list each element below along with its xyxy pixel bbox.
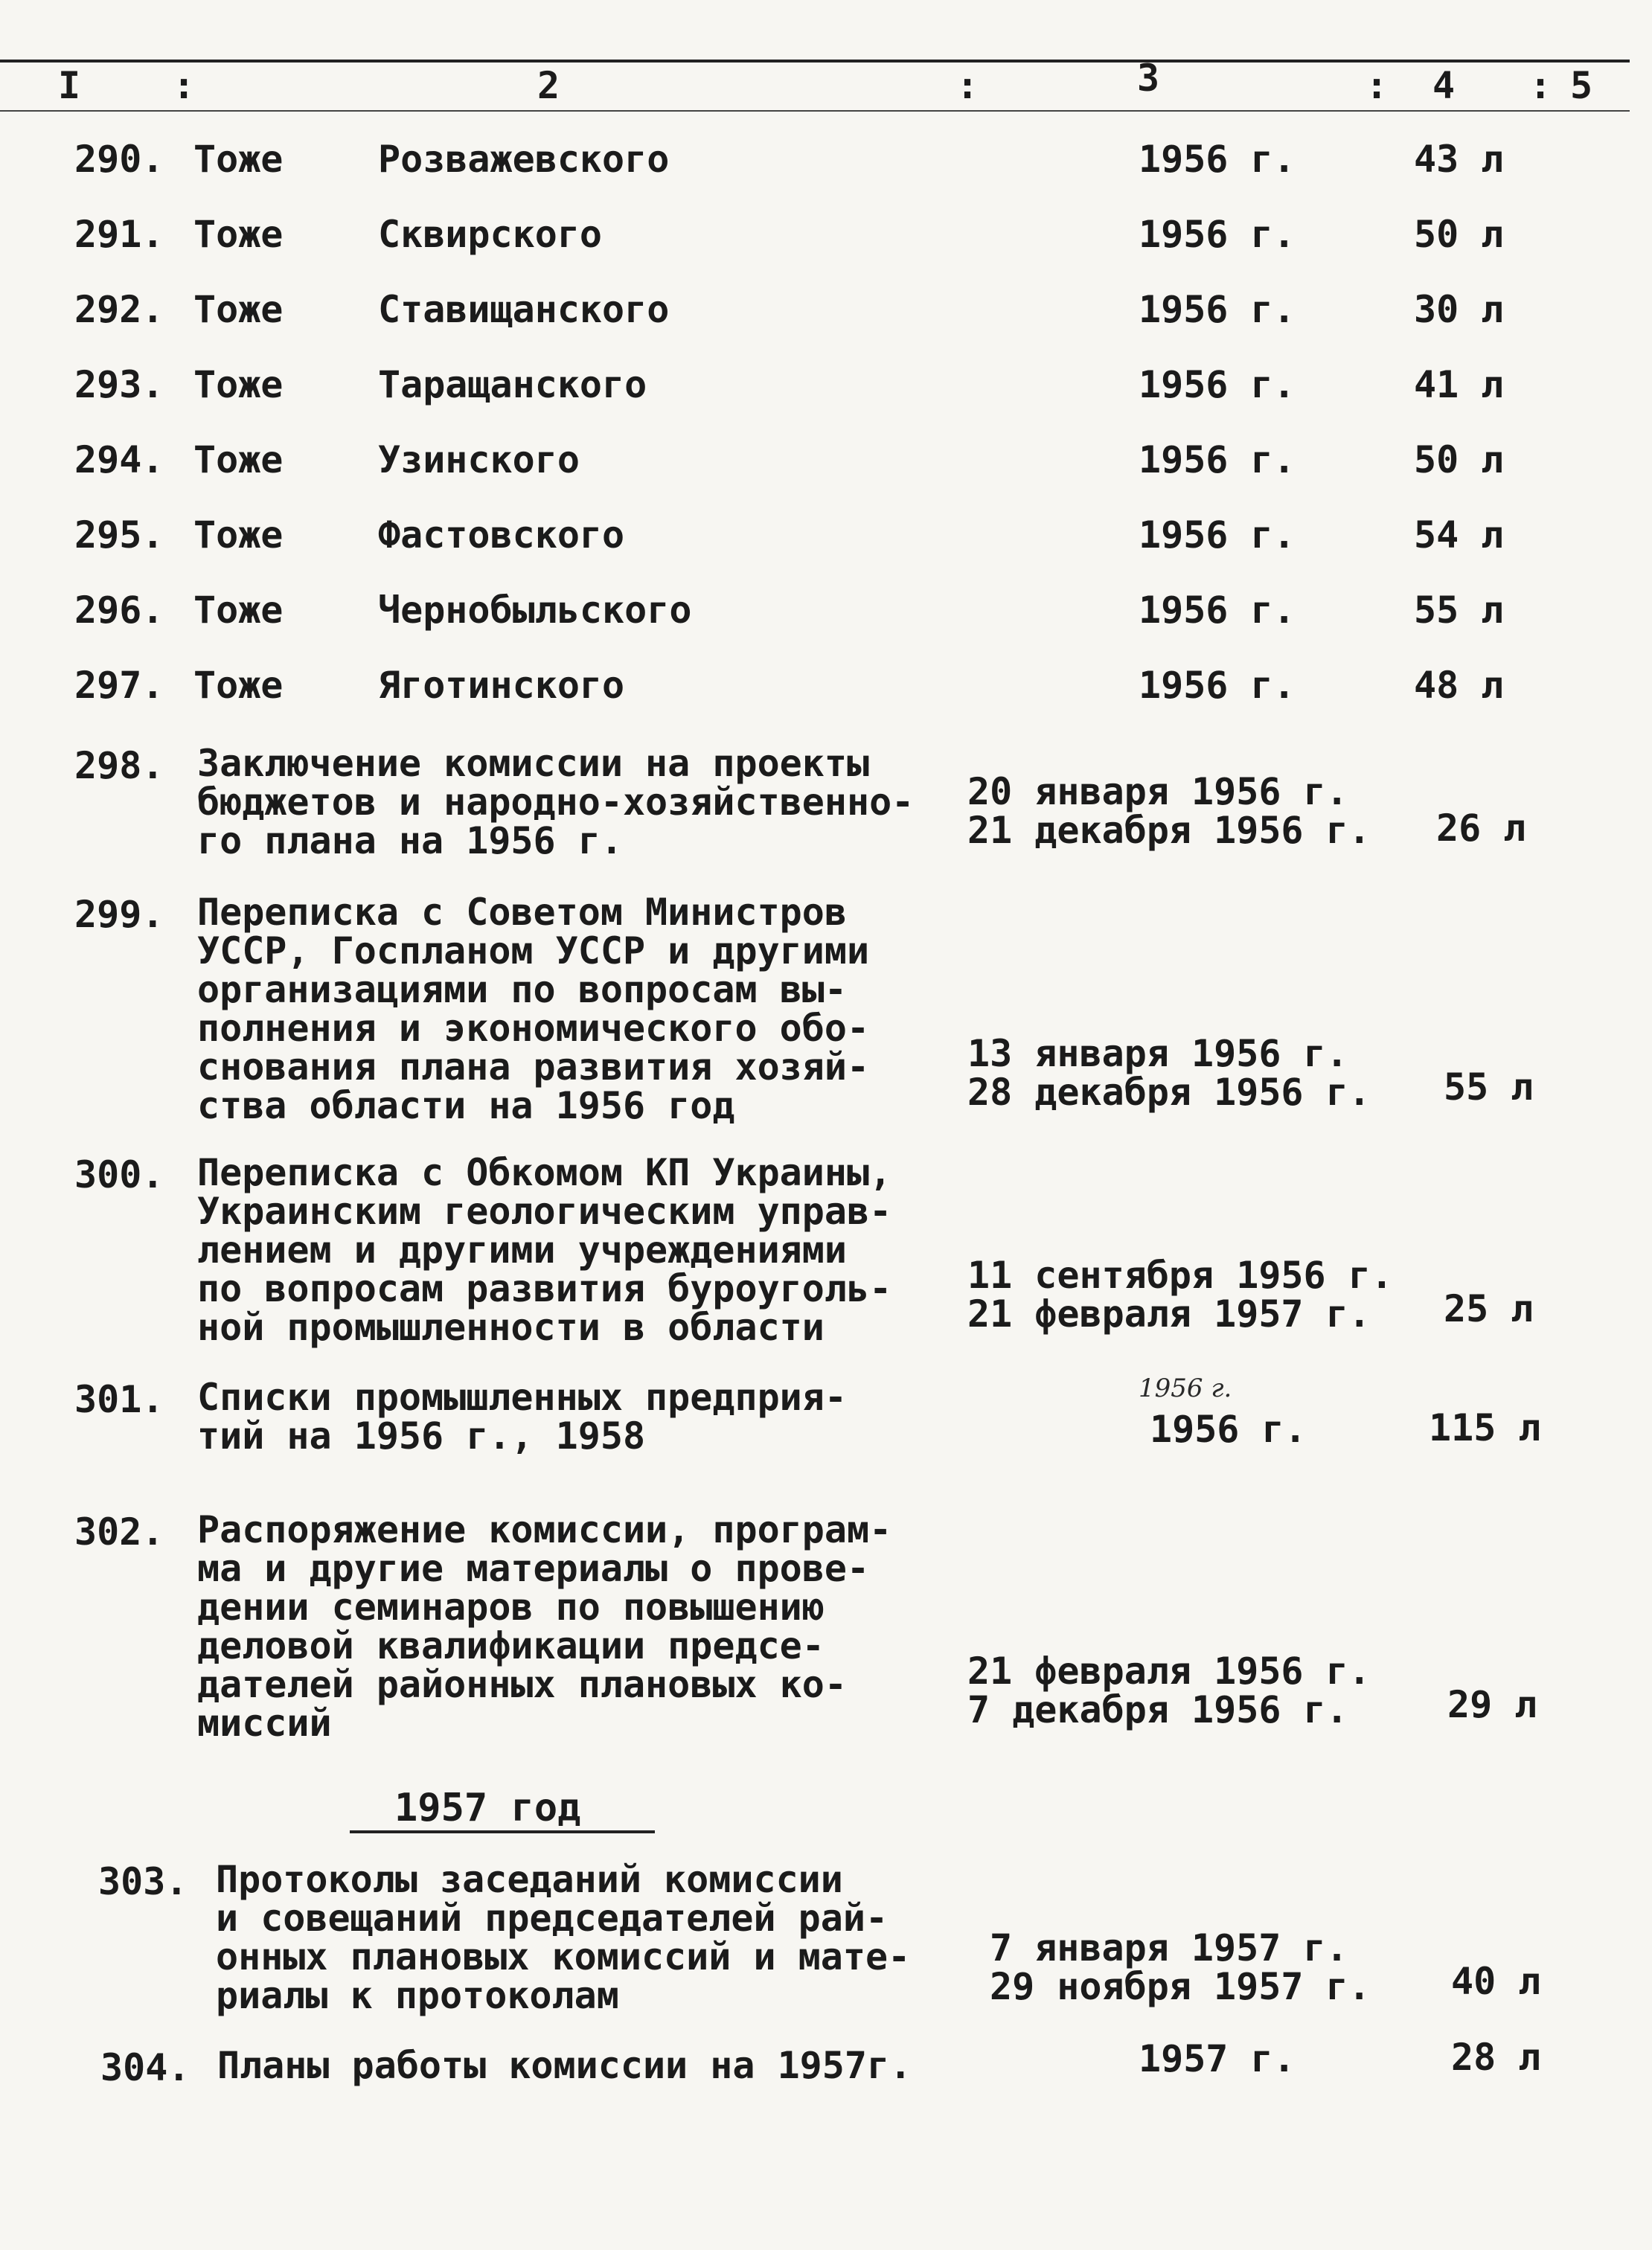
entry-date: 1956 г. [1139, 589, 1296, 632]
entry-sheets: 50 л [1414, 438, 1504, 481]
column-header-2: 2 [537, 64, 560, 107]
entry-sheets: 29 л [1447, 1683, 1537, 1726]
entry-sheets: 55 л [1444, 1065, 1534, 1109]
entry-number: 290. [74, 138, 164, 181]
entry-number: 301. [74, 1378, 164, 1421]
entry-region: Фастовского [378, 513, 625, 557]
column-separator: : [956, 64, 979, 107]
entry-date: 1956 г. [1139, 363, 1296, 406]
entry-number: 303. [98, 1860, 188, 1903]
entry-description: Распоряжение комиссии, програм- ма и другие материалы о прове- дении семинаров по повышению деловой квалификации предсе- дателей районных плановых ко- миссий [197, 1508, 892, 1745]
entry-region: Чернобыльского [378, 589, 692, 632]
entry-sheets: 41 л [1414, 363, 1504, 406]
column-separator: : [173, 64, 196, 107]
entry-date-range: 11 сентября 1956 г. 21 февраля 1957 г. [967, 1254, 1393, 1336]
header-top-rule [0, 60, 1630, 62]
entry-label: Тоже [193, 438, 284, 481]
entry-date: 1956 г. [1139, 138, 1296, 181]
entry-number: 304. [100, 2046, 191, 2089]
entry-region: Таращанского [378, 363, 647, 406]
entry-label: Тоже [193, 213, 284, 256]
entry-label: Тоже [193, 589, 284, 632]
entry-date: 1956 г. [1139, 213, 1296, 256]
entry-date-range: 13 января 1956 г. 28 декабря 1956 г. [967, 1032, 1371, 1114]
entry-region: Ставищанского [378, 288, 670, 331]
column-header-4: 4 [1432, 64, 1456, 107]
entry-date: 1956 г. [1139, 288, 1296, 331]
column-header-1: I [58, 64, 81, 107]
entry-label: Тоже [193, 664, 284, 707]
column-header-3: 3 [1137, 57, 1160, 100]
entry-number: 297. [74, 664, 164, 707]
entry-sheets: 28 л [1451, 2036, 1541, 2079]
header-bottom-rule [0, 110, 1630, 112]
entry-date: 1957 г. [1139, 2037, 1296, 2080]
entry-sheets: 55 л [1414, 589, 1504, 632]
entry-sheets: 25 л [1444, 1287, 1534, 1330]
entry-label: Тоже [193, 513, 284, 557]
entry-number: 292. [74, 288, 164, 331]
entry-region: Узинского [378, 438, 580, 481]
entry-number: 291. [74, 213, 164, 256]
entry-date-range: 7 января 1957 г. 29 ноября 1957 г. [990, 1926, 1371, 2008]
entry-description: Протоколы заседаний комиссии и совещаний председателей рай- онных плановых комиссий и мате- риалы к протоколам [216, 1858, 911, 2017]
entry-region: Яготинского [378, 664, 625, 707]
entry-description: Списки промышленных предприя- тий на 1956 г., 1958 [197, 1376, 847, 1458]
entry-description: Планы работы комиссии на 1957г. [217, 2044, 912, 2087]
entry-description: Переписка с Советом Министров УССР, Госпланом УССР и другими организациями по вопросам вы- полнения и экономического обо- снования плана развития хозяй- ства области на 1956 год [197, 891, 870, 1127]
entry-sheets: 40 л [1451, 1960, 1541, 2003]
entry-label: Тоже [193, 288, 284, 331]
entry-sheets: 30 л [1414, 288, 1504, 331]
entry-number: 295. [74, 513, 164, 557]
entry-label: Тоже [193, 363, 284, 406]
column-separator: : [1366, 64, 1389, 107]
entry-number: 298. [74, 744, 164, 787]
handwritten-date-note: 1956 г. [1139, 1374, 1232, 1403]
entry-region: Розважевского [378, 138, 670, 181]
entry-sheets: 115 л [1429, 1406, 1541, 1449]
entry-sheets: 54 л [1414, 513, 1504, 557]
entry-date: 1956 г. [1150, 1408, 1307, 1451]
year-heading: 1957 год [394, 1786, 581, 1830]
entry-date: 1956 г. [1139, 438, 1296, 481]
entry-region: Сквирского [378, 213, 603, 256]
entry-number: 300. [74, 1153, 164, 1196]
entry-date: 1956 г. [1139, 513, 1296, 557]
entry-sheets: 50 л [1414, 213, 1504, 256]
entry-description: Заключение комиссии на проекты бюджетов и народно-хозяйственно- го плана на 1956 г. [197, 742, 915, 862]
entry-number: 302. [74, 1510, 164, 1554]
column-separator: : [1529, 64, 1552, 107]
entry-sheets: 43 л [1414, 138, 1504, 181]
entry-sheets: 48 л [1414, 664, 1504, 707]
entry-description: Переписка с Обкомом КП Украины, Украинским геологическим управ- лением и другими учреждениями по вопросам развития буроуголь- ной промышленности в области [197, 1151, 892, 1349]
entry-number: 299. [74, 893, 164, 936]
year-heading-underline [350, 1830, 655, 1833]
entry-number: 294. [74, 438, 164, 481]
entry-date: 1956 г. [1139, 664, 1296, 707]
column-header-5: 5 [1570, 64, 1593, 107]
entry-label: Тоже [193, 138, 284, 181]
entry-number: 296. [74, 589, 164, 632]
entry-date-range: 20 января 1956 г. 21 декабря 1956 г. [967, 770, 1371, 852]
entry-sheets: 26 л [1436, 807, 1526, 850]
entry-number: 293. [74, 363, 164, 406]
entry-date-range: 21 февраля 1956 г. 7 декабря 1956 г. [967, 1650, 1371, 1731]
